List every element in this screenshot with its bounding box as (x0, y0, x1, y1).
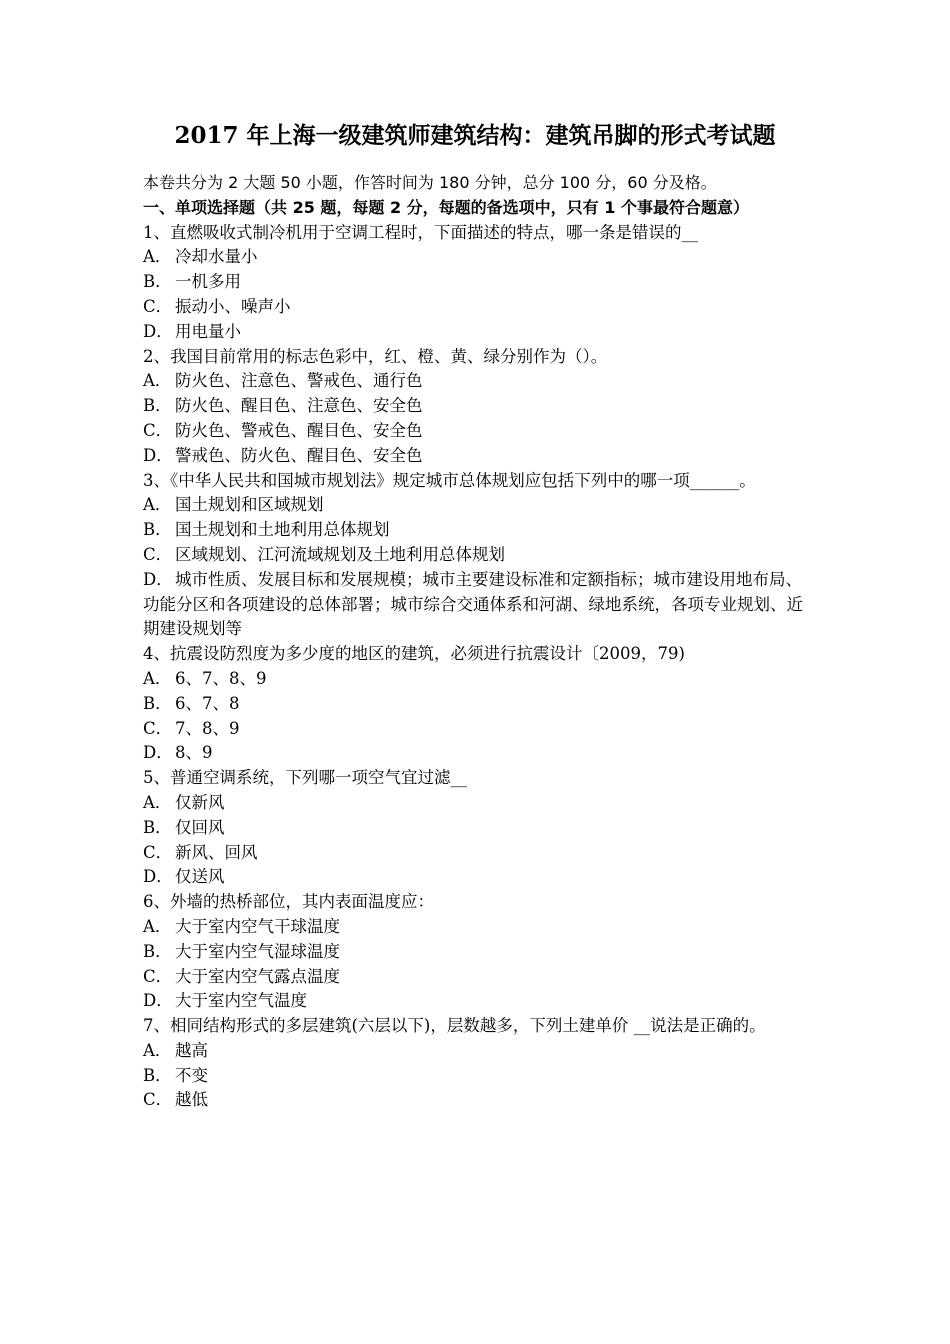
option-text: 仅回风 (175, 817, 225, 837)
option-letter: B． (143, 1065, 172, 1085)
answer-option (143, 816, 813, 841)
answer-option (143, 940, 813, 965)
option-text: 新风、回风 (175, 842, 258, 862)
answer-option (143, 568, 813, 642)
option-text: 7、8、9 (175, 718, 240, 738)
question-item (143, 469, 813, 643)
answer-option (143, 1039, 813, 1064)
option-letter: B． (143, 693, 172, 713)
option-text: 城市性质、发展目标和发展规模；城市主要建设标准和定额指标；城市建设用地布局、功能分区和各项建设的总体部署；城市综合交通体系和河湖、绿地系统，各项专业规划、近期建设规划等 (143, 569, 803, 639)
option-letter: C． (143, 1090, 173, 1110)
document-body (143, 171, 813, 1113)
option-letter: A． (143, 1040, 172, 1060)
answer-option (143, 741, 813, 766)
option-text: 越低 (175, 1090, 208, 1110)
answer-option (143, 444, 813, 469)
question-stem: 6、外墙的热桥部位，其内表面温度应： (143, 892, 434, 912)
answer-option (143, 841, 813, 866)
answer-option (143, 394, 813, 419)
answer-option (143, 369, 813, 394)
option-letter: C． (143, 544, 173, 564)
option-letter: A． (143, 247, 172, 267)
option-letter: B． (143, 396, 172, 416)
option-text: 大于室内空气湿球温度 (175, 941, 340, 961)
option-letter: C． (143, 966, 173, 986)
option-letter: D． (143, 321, 173, 341)
question-item (143, 890, 813, 1014)
option-letter: C． (143, 842, 173, 862)
question-item (143, 766, 813, 890)
option-letter: D． (143, 569, 173, 589)
answer-option (143, 915, 813, 940)
option-text: 6、7、8、9 (175, 668, 267, 688)
answer-option (143, 493, 813, 518)
option-letter: B． (143, 272, 172, 292)
question-stem: 3、《中华人民共和国城市规划法》规定城市总体规划应包括下列中的哪一项______。 (143, 470, 756, 490)
option-letter: D． (143, 445, 173, 465)
answer-option (143, 692, 813, 717)
option-text: 一机多用 (175, 272, 241, 292)
option-text: 警戒色、防火色、醒目色、安全色 (175, 445, 423, 465)
answer-option (143, 965, 813, 990)
answer-option (143, 791, 813, 816)
option-letter: A． (143, 916, 172, 936)
question-item (143, 1014, 813, 1113)
option-letter: D． (143, 867, 173, 887)
option-letter: A． (143, 495, 172, 515)
answer-option (143, 1088, 813, 1113)
option-text: 6、7、8 (175, 693, 240, 713)
document-title: 2017 年上海一级建筑师建筑结构：建筑吊脚的形式考试题 (174, 122, 776, 149)
option-text: 防火色、醒目色、注意色、安全色 (175, 396, 423, 416)
section-heading: 一、单项选择题（共 25 题，每题 2 分，每题的备选项中，只有 1 个事最符合题意） (143, 197, 749, 217)
answer-option (143, 865, 813, 890)
answer-option (143, 543, 813, 568)
answer-option (143, 295, 813, 320)
option-text: 振动小、噪声小 (175, 296, 291, 316)
option-letter: D． (143, 991, 173, 1011)
option-text: 仅送风 (175, 867, 225, 887)
question-item (143, 642, 813, 766)
exam-intro: 本卷共分为 2 大题 50 小题，作答时间为 180 分钟，总分 100 分，60 分及格。 (143, 173, 717, 192)
option-letter: A． (143, 371, 172, 391)
option-letter: B． (143, 941, 172, 961)
option-text: 8、9 (175, 743, 213, 763)
question-item (143, 345, 813, 469)
option-text: 用电量小 (175, 321, 241, 341)
option-text: 冷却水量小 (175, 247, 258, 267)
answer-option (143, 717, 813, 742)
question-stem: 2、我国目前常用的标志色彩中，红、橙、黄、绿分别作为（）。 (143, 346, 608, 366)
answer-option (143, 245, 813, 270)
option-text: 仅新风 (175, 792, 225, 812)
option-text: 大于室内空气露点温度 (175, 966, 340, 986)
option-text: 防火色、警戒色、醒目色、安全色 (175, 420, 423, 440)
option-letter: C． (143, 296, 173, 316)
option-text: 不变 (175, 1065, 208, 1085)
option-letter: C． (143, 420, 173, 440)
option-text: 大于室内空气温度 (175, 991, 307, 1011)
answer-option (143, 1064, 813, 1089)
option-text: 大于室内空气干球温度 (175, 916, 340, 936)
answer-option (143, 989, 813, 1014)
option-letter: C． (143, 718, 173, 738)
option-text: 区域规划、江河流域规划及土地利用总体规划 (175, 544, 505, 564)
answer-option (143, 419, 813, 444)
option-letter: A． (143, 792, 172, 812)
option-letter: D． (143, 743, 173, 763)
answer-option (143, 518, 813, 543)
question-stem: 4、抗震设防烈度为多少度的地区的建筑，必须进行抗震设计〔2009，79) (143, 644, 685, 664)
option-letter: B． (143, 817, 172, 837)
question-item (143, 221, 813, 345)
answer-option (143, 320, 813, 345)
question-stem: 5、普通空调系统，下列哪一项空气宜过滤__ (143, 768, 467, 788)
option-letter: B． (143, 520, 172, 540)
option-text: 越高 (175, 1040, 208, 1060)
question-stem: 1、直燃吸收式制冷机用于空调工程时，下面描述的特点，哪一条是错误的__ (143, 222, 698, 242)
question-list (143, 221, 813, 1114)
option-text: 防火色、注意色、警戒色、通行色 (175, 371, 423, 391)
option-text: 国土规划和区域规划 (175, 495, 324, 515)
answer-option (143, 667, 813, 692)
option-text: 国土规划和土地利用总体规划 (175, 520, 390, 540)
question-stem: 7、相同结构形式的多层建筑(六层以下)，层数越多，下列土建单价 __说法是正确的。 (143, 1016, 766, 1036)
option-letter: A． (143, 668, 172, 688)
answer-option (143, 270, 813, 295)
